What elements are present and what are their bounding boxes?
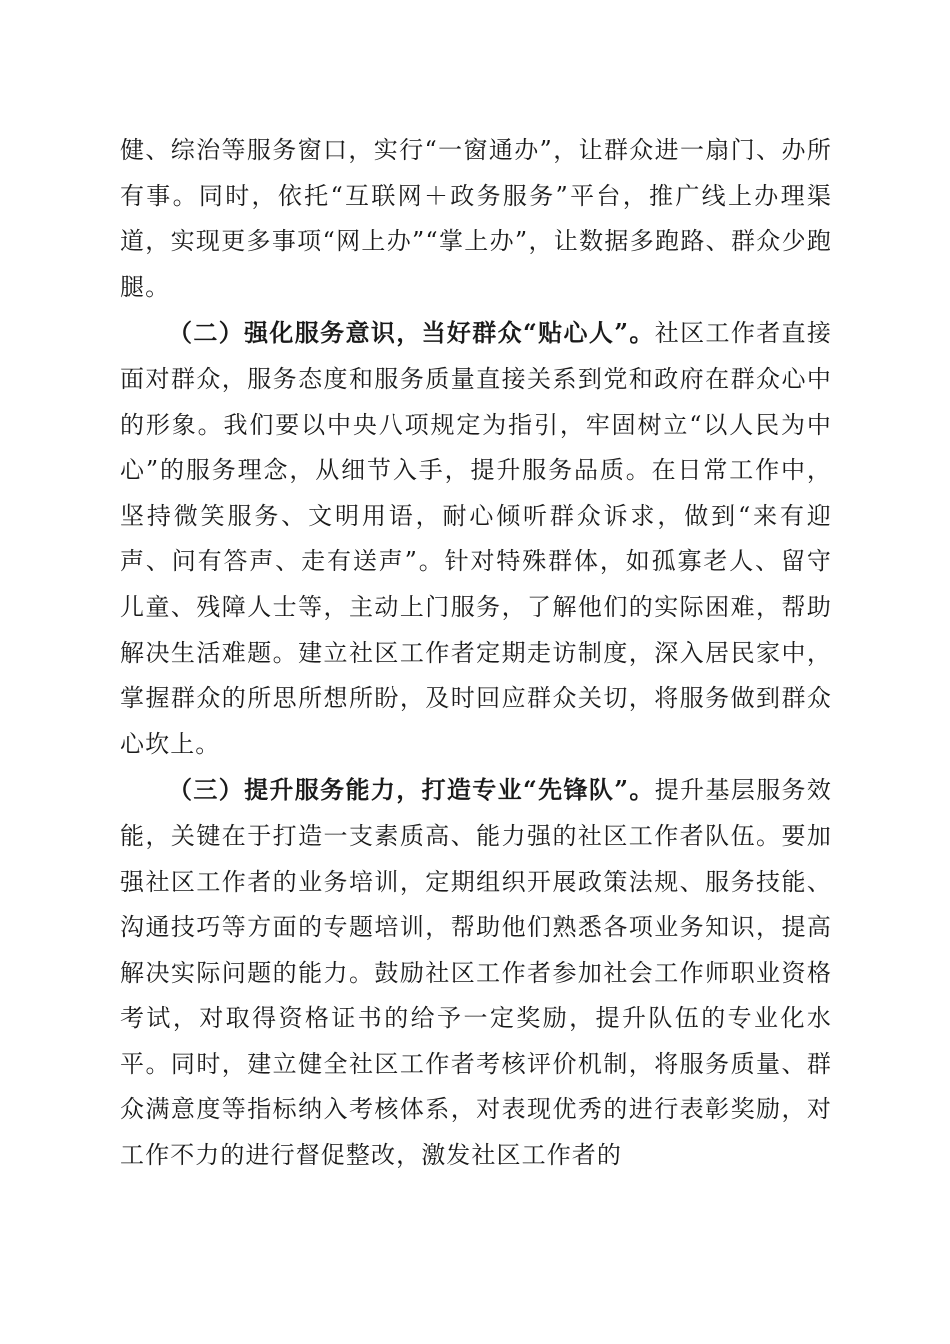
paragraph-text: 提升基层服务效能，关键在于打造一支素质高、能力强的社区工作者队伍。要加强社区工作者的业务培训，定期组织开展政策法规、服务技能、沟通技巧等方面的专题培训，帮助他们熟悉各项业务知识，提高解决实际问题的能力。鼓励社区工作者参加社会工作师职业资格考试，对取得资格证书的给予一定奖励，提升队伍的专业化水平。同时，建立健全社区工作者考核评价机制，将服务质量、群众满意度等指标纳入考核体系，对表现优秀的进行表彰奖励，对工作不力的进行督促整改，激发社区工作者的 [120, 776, 833, 1170]
paragraph-service-awareness [120, 310, 832, 767]
section-heading-3: （三）提升服务能力，打造专业“先锋队”。 [168, 775, 655, 805]
paragraph-text: 健、综治等服务窗口，实行“一窗通办”，让群众进一扇门、办所有事。同时，依托“互联网＋政务服务”平台，推广线上办理渠道，实现更多事项“网上办”“掌上办”，让数据多跑路、群众少跑腿。 [120, 136, 832, 301]
document-body [120, 128, 832, 1179]
paragraph-continuation [120, 128, 832, 310]
paragraph-text: 社区工作者直接面对群众，服务态度和服务质量直接关系到党和政府在群众心中的形象。我们要以中央八项规定为指引，牢固树立“以人民为中心”的服务理念，从细节入手，提升服务品质。在日常工作中，坚持微笑服务、文明用语，耐心倾听群众诉求，做到“来有迎声、问有答声、走有送声”。针对特殊群体，如孤寡老人、留守儿童、残障人士等，主动上门服务，了解他们的实际困难，帮助解决生活难题。建立社区工作者定期走访制度，深入居民家中，掌握群众的所思所想所盼，及时回应群众关切，将服务做到群众心坎上。 [120, 319, 833, 758]
paragraph-service-capability [120, 767, 832, 1178]
section-heading-2: （二）强化服务意识，当好群众“贴心人”。 [168, 318, 655, 348]
